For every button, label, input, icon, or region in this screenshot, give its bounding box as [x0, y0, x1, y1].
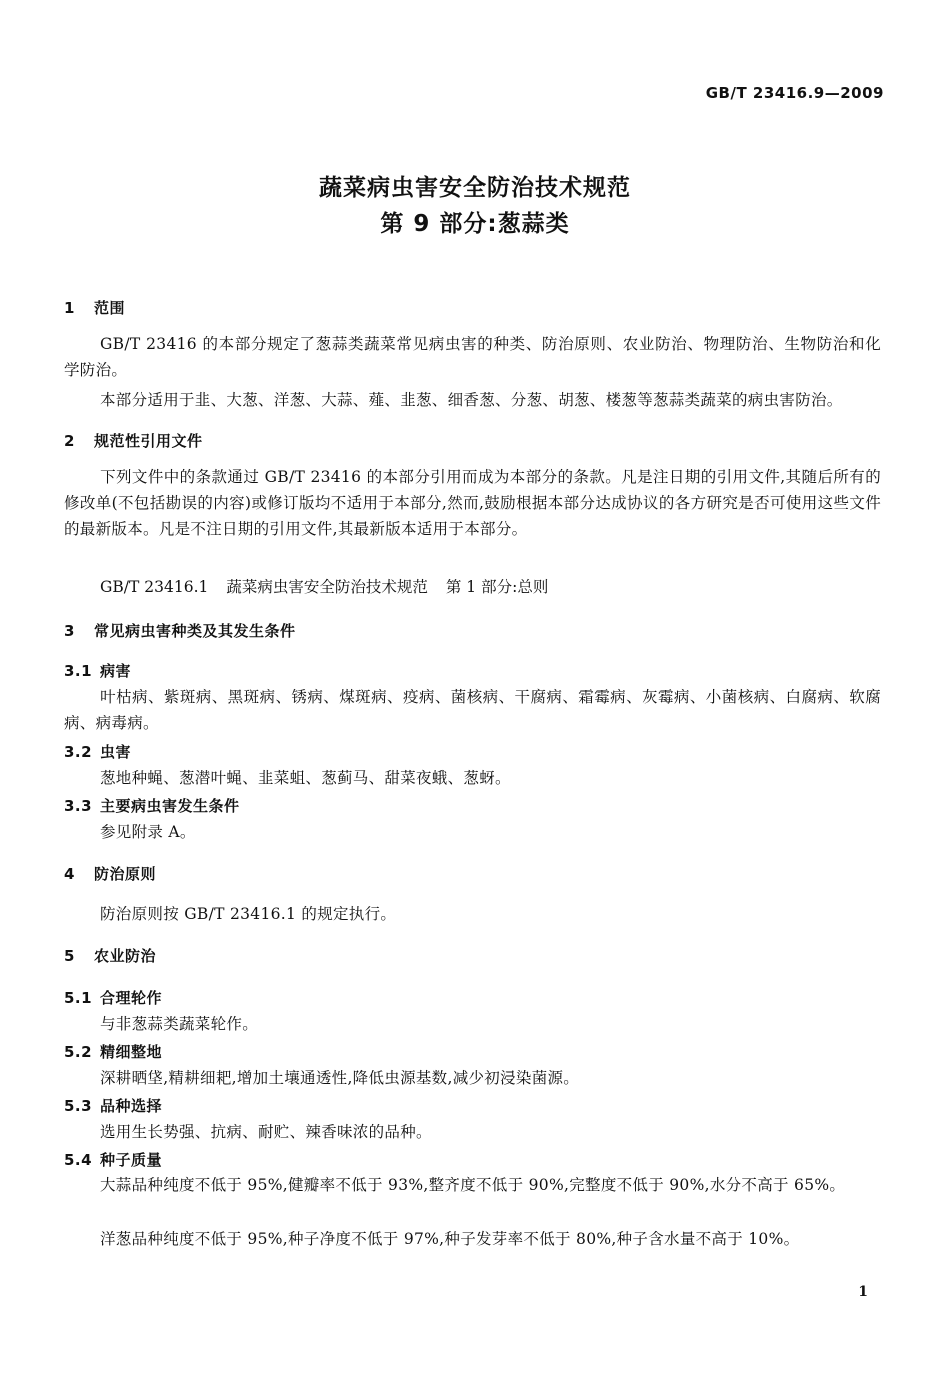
normative-reference	[100, 575, 566, 597]
subsection-3-2-text: 葱地种蝇、葱潜叶蝇、韭菜蛆、葱蓟马、甜菜夜蛾、葱蚜。	[100, 769, 511, 787]
section-1-paragraph-1: GB/T 23416 的本部分规定了葱蒜类蔬菜常见病虫害的种类、防治原则、农业防治、物理防治、生物防治和化学防治。	[64, 335, 881, 379]
section-title: 规范性引用文件	[94, 432, 203, 450]
section-2-paragraph: 下列文件中的条款通过 GB/T 23416 的本部分引用而成为本部分的条款。凡是注日期的引用文件,其随后所有的修改单(不包括勘误的内容)或修订版均不适用于本部分,然而,鼓励根据本部分达成协议的各方研究是否可使用这些文件的最新版本。凡是不注日期的引用文件,其最新版本适用于本部分。	[64, 468, 881, 538]
subsection-number: 5.4	[64, 1151, 93, 1169]
subsection-title: 精细整地	[100, 1043, 163, 1061]
section-3-heading	[64, 620, 296, 641]
subsection-title: 合理轮作	[100, 989, 163, 1007]
reference-title: 蔬菜病虫害安全防治技术规范	[226, 578, 428, 596]
section-1-heading	[64, 297, 125, 318]
section-number: 1	[64, 299, 75, 317]
subsection-3-1-heading	[64, 660, 131, 681]
subsection-5-4-heading	[64, 1149, 162, 1170]
subsection-title: 种子质量	[100, 1151, 163, 1169]
subsection-number: 3.2	[64, 743, 93, 761]
section-title: 常见病虫害种类及其发生条件	[94, 622, 296, 640]
document-title	[0, 170, 950, 242]
subsection-3-1-text: 叶枯病、紫斑病、黑斑病、锈病、煤斑病、疫病、菌核病、干腐病、霜霉病、灰霉病、小菌核病、白腐病、软腐病、病毒病。	[64, 688, 881, 732]
subsection-5-4-paragraph-2: 洋葱品种纯度不低于 95%,种子净度不低于 97%,种子发芽率不低于 80%,种子含水量不高于 10%。	[100, 1230, 800, 1248]
section-4-heading	[64, 863, 156, 884]
subsection-number: 5.2	[64, 1043, 93, 1061]
subsection-title: 病害	[100, 662, 132, 680]
section-number: 4	[64, 865, 75, 883]
subsection-5-2-text: 深耕晒垡,精耕细耙,增加土壤通透性,降低虫源基数,减少初浸染菌源。	[100, 1069, 580, 1087]
subsection-5-1-heading	[64, 987, 162, 1008]
section-1-paragraph-2: 本部分适用于韭、大葱、洋葱、大蒜、薤、韭葱、细香葱、分葱、胡葱、楼葱等葱蒜类蔬菜的病虫害防治。	[100, 391, 843, 409]
section-number: 5	[64, 947, 75, 965]
subsection-5-2-heading	[64, 1041, 162, 1062]
subsection-number: 5.3	[64, 1097, 93, 1115]
subsection-5-4-paragraph-1: 大蒜品种纯度不低于 95%,健瓣率不低于 93%,整齐度不低于 90%,完整度不低于 90%,水分不高于 65%。	[100, 1176, 846, 1194]
subsection-number: 3.1	[64, 662, 93, 680]
section-number: 2	[64, 432, 75, 450]
subsection-3-3-heading	[64, 795, 240, 816]
subsection-title: 品种选择	[100, 1097, 163, 1115]
title-line-2: 第 9 部分:葱蒜类	[380, 211, 570, 237]
section-5-heading	[64, 945, 156, 966]
subsection-number: 5.1	[64, 989, 93, 1007]
page-number: 1	[858, 1284, 868, 1300]
section-number: 3	[64, 622, 75, 640]
section-title: 防治原则	[94, 865, 157, 883]
subsection-title: 虫害	[100, 743, 132, 761]
reference-part: 第 1 部分:总则	[445, 578, 549, 596]
section-4-text: 防治原则按 GB/T 23416.1 的规定执行。	[100, 905, 397, 923]
subsection-5-3-text: 选用生长势强、抗病、耐贮、辣香味浓的品种。	[100, 1123, 432, 1141]
subsection-5-3-heading	[64, 1095, 162, 1116]
section-title: 农业防治	[94, 947, 157, 965]
subsection-number: 3.3	[64, 797, 93, 815]
reference-code: GB/T 23416.1	[100, 578, 209, 596]
subsection-5-1-text: 与非葱蒜类蔬菜轮作。	[100, 1015, 259, 1033]
standard-number: GB/T 23416.9—2009	[705, 84, 884, 102]
subsection-title: 主要病虫害发生条件	[100, 797, 240, 815]
section-title: 范围	[94, 299, 126, 317]
section-2-heading	[64, 430, 203, 451]
title-line-1: 蔬菜病虫害安全防治技术规范	[319, 175, 631, 201]
subsection-3-3-text: 参见附录 A。	[100, 823, 196, 841]
subsection-3-2-heading	[64, 741, 131, 762]
